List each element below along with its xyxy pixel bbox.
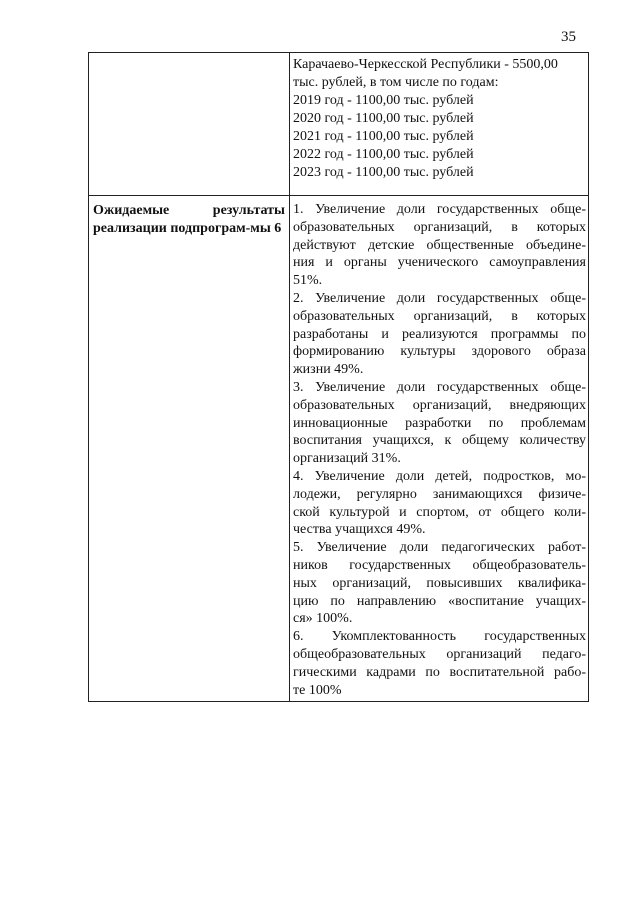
results-line: общеобразовательных организаций педаго- — [293, 646, 586, 662]
results-line: гическими кадрами по воспитательной рабо- — [293, 664, 586, 680]
results-line: воспитания учащихся, к общему количеству — [293, 433, 586, 449]
funding-line: 2022 год - 1100,00 тыс. рублей — [293, 147, 474, 162]
results-row — [89, 196, 589, 702]
results-line: лодежи, регулярно занимающихся физиче- — [293, 486, 586, 502]
results-line: инновационные разработки по проблемам — [293, 415, 586, 431]
results-line: жизни 49%. — [293, 362, 364, 378]
results-value-cell — [290, 196, 589, 702]
results-label: Ожидаемые результаты реализации подпрограм-мы 6 — [93, 203, 285, 236]
results-line: 6. Укомплектованность государственных — [293, 629, 586, 645]
results-line: ся» 100%. — [293, 611, 353, 627]
results-line: образовательных организаций, в которых — [293, 219, 586, 235]
funding-line: Карачаево-Черкесской Республики - 5500,00 — [293, 57, 558, 72]
funding-text — [290, 53, 588, 182]
results-line: 1. Увеличение доли государственных обще- — [293, 202, 586, 217]
results-line: ных организаций, повысивших квалифика- — [293, 575, 586, 591]
results-line: цию по направлению «воспитание учащих- — [293, 593, 586, 609]
results-line: ния и органы ученического самоуправления — [293, 255, 586, 271]
results-line: образовательных организаций, в которых — [293, 308, 586, 324]
results-line: чества учащихся 49%. — [293, 522, 426, 538]
funding-line: 2019 год - 1100,00 тыс. рублей — [293, 93, 474, 108]
funding-line: 2023 год - 1100,00 тыс. рублей — [293, 165, 474, 180]
funding-value-cell — [290, 53, 589, 196]
results-line: 5. Увеличение доли педагогических работ- — [293, 540, 586, 556]
funding-row — [89, 53, 589, 196]
funding-line: тыс. рублей, в том числе по годам: — [293, 75, 499, 90]
results-line: 51%. — [293, 273, 323, 289]
results-line: 3. Увеличение доли государственных обще- — [293, 379, 586, 395]
results-line: ской культурой и спортом, от общего коли- — [293, 504, 586, 520]
funding-line: 2020 год - 1100,00 тыс. рублей — [293, 111, 474, 126]
funding-line: 2021 год - 1100,00 тыс. рублей — [293, 129, 474, 144]
subprogram-passport-table — [88, 52, 589, 702]
results-line: действуют детские общественные объедине- — [293, 237, 586, 253]
page-number: 35 — [561, 29, 576, 45]
results-line: организаций 31%. — [293, 451, 401, 467]
results-line: те 100% — [293, 682, 342, 698]
results-line: ников государственных общеобразователь- — [293, 557, 586, 573]
results-line: 4. Увеличение доли детей, подростков, мо- — [293, 468, 586, 484]
results-line: формированию культуры здорового образа — [293, 344, 586, 360]
results-label-cell — [89, 196, 290, 702]
results-line: 2. Увеличение доли государственных обще- — [293, 290, 586, 306]
results-text — [290, 196, 588, 699]
results-line: образовательных организаций, внедряющих — [293, 397, 586, 413]
results-line: разработаны и реализуются программы по — [293, 326, 586, 342]
funding-label-cell — [89, 53, 290, 196]
